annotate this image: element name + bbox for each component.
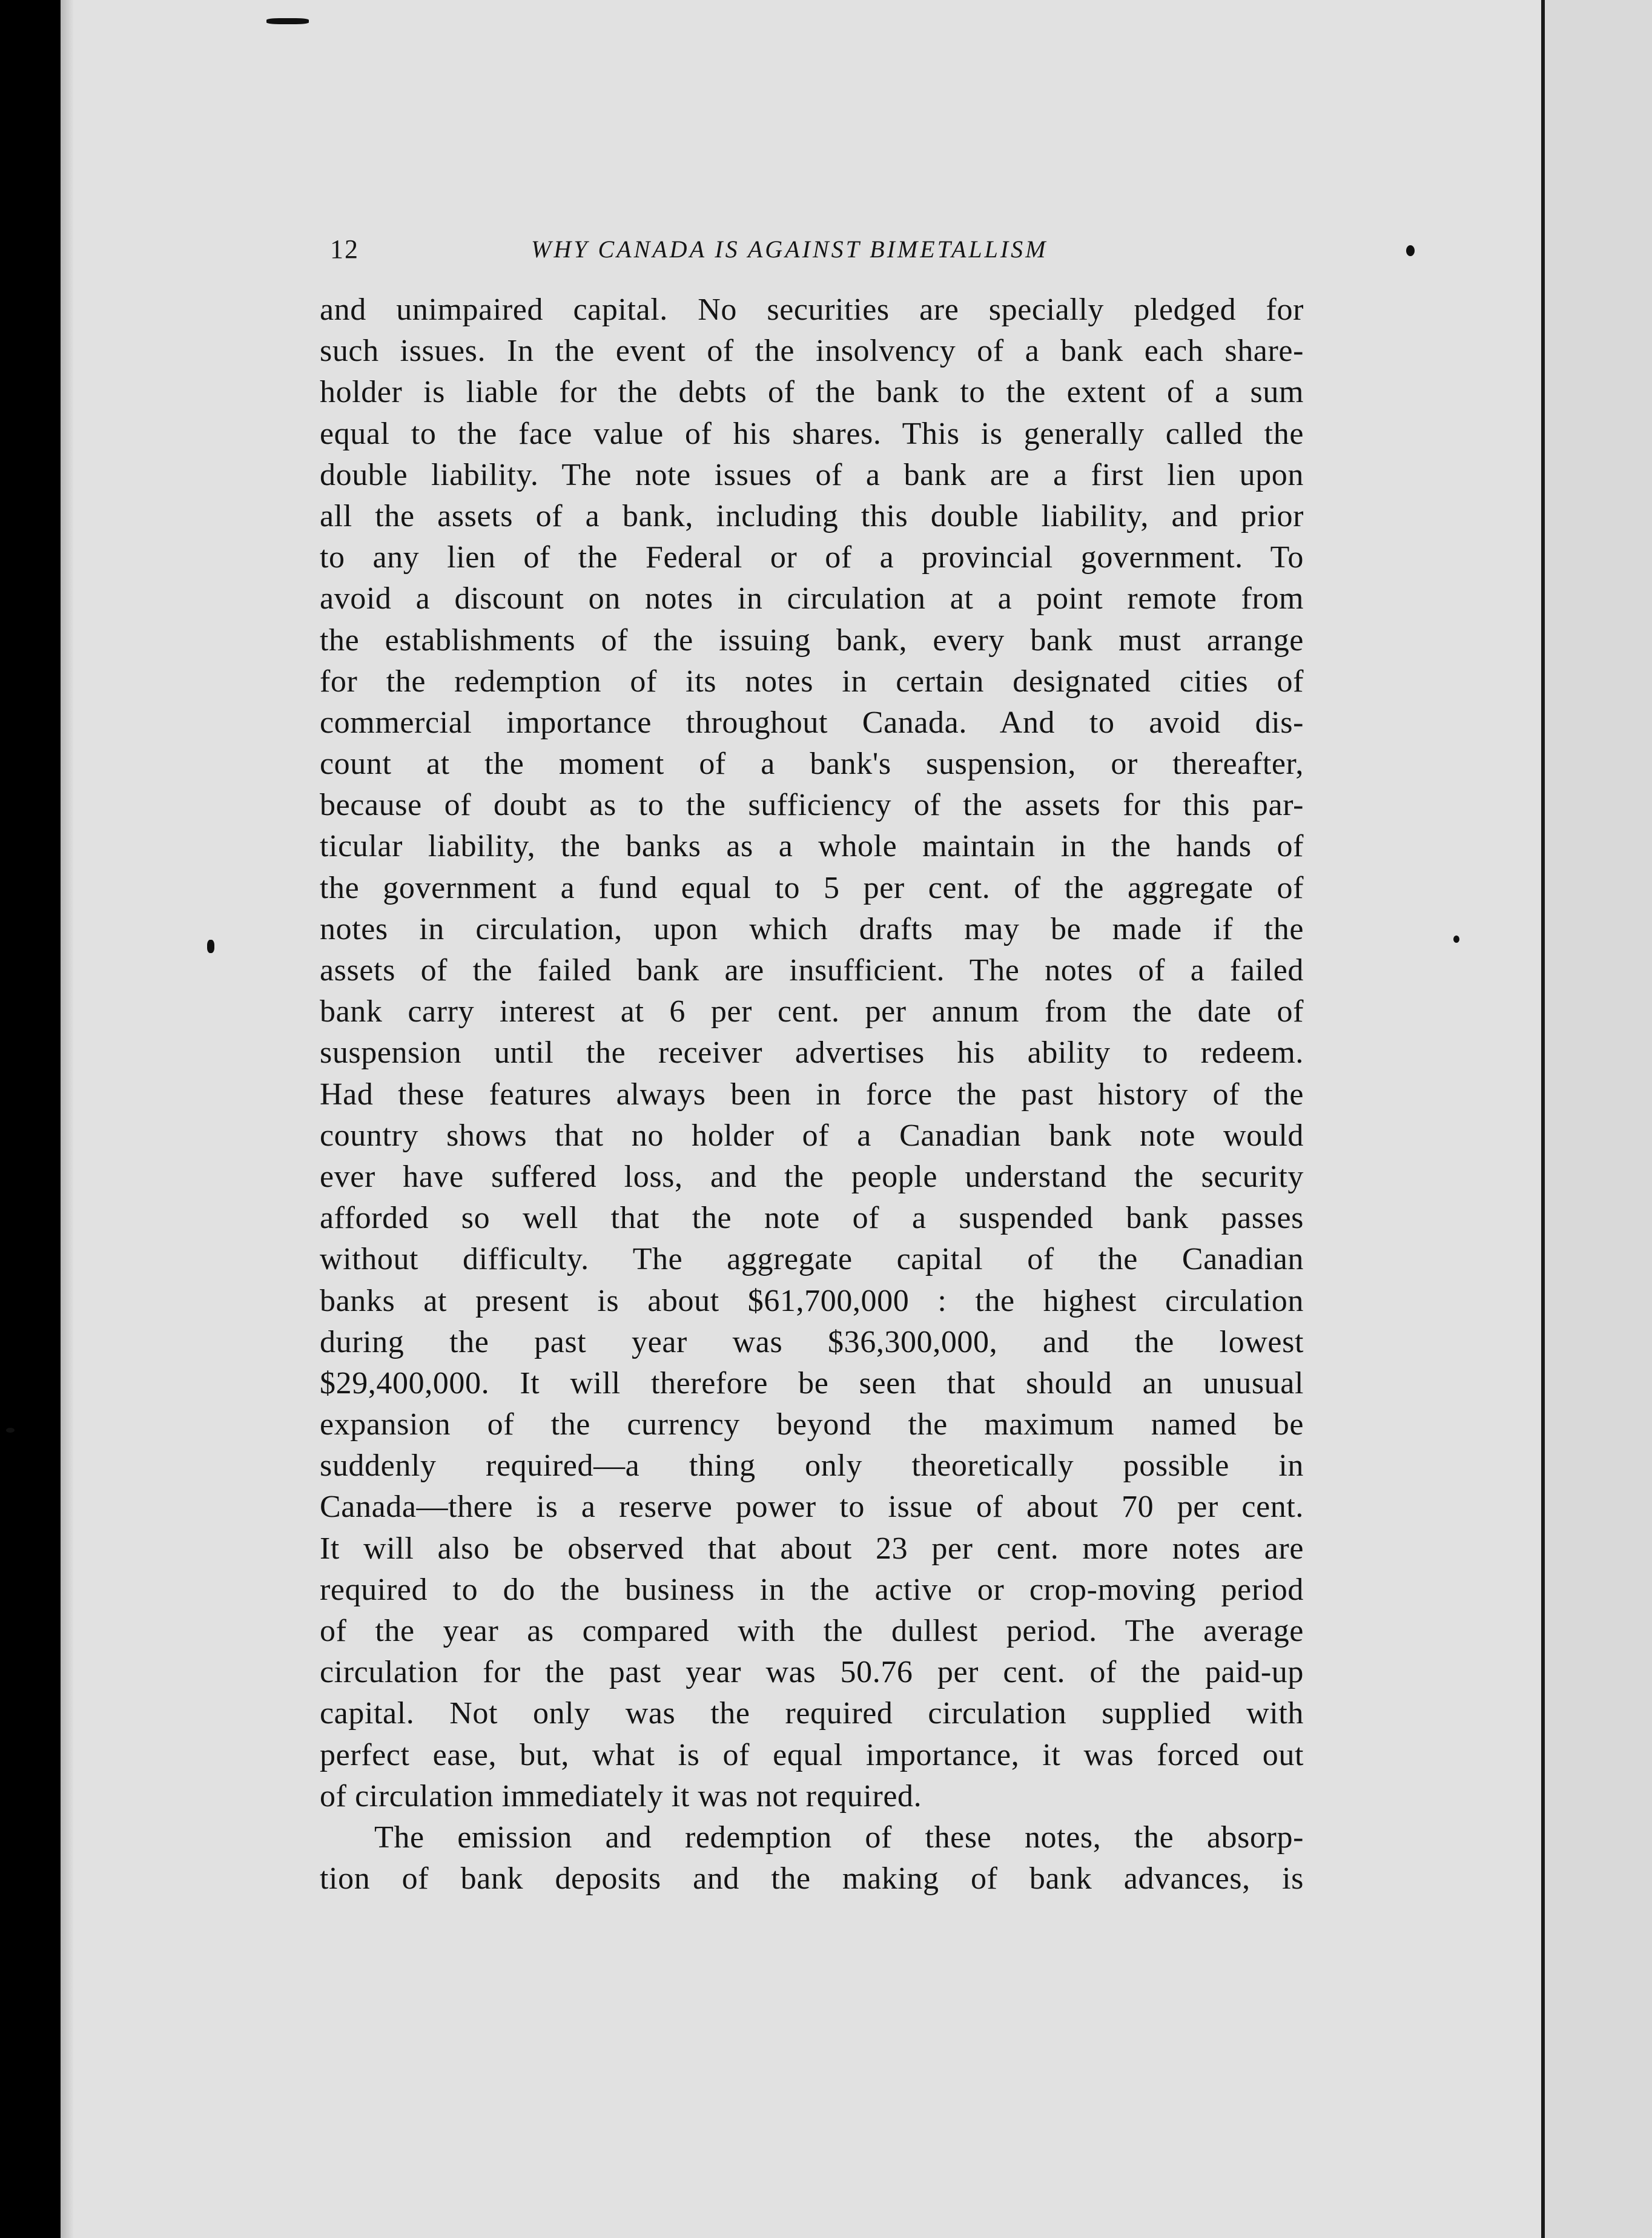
text-line: assets of the failed bank are insufficient. The notes of a failed <box>320 953 1304 988</box>
text-line: for the redemption of its notes in certain designated cities of <box>320 664 1304 699</box>
text-line: Had these features always been in force the past history of the <box>320 1077 1304 1112</box>
text-line: country shows that no holder of a Canadian bank note would <box>320 1118 1304 1153</box>
page-header <box>330 234 1311 270</box>
ink-speck <box>1406 245 1415 256</box>
text-line: ever have suffered loss, and the people understand the security <box>320 1159 1304 1194</box>
text-line: of circulation immediately it was not required. <box>320 1778 922 1814</box>
ink-speck <box>6 1428 15 1433</box>
text-line: required to do the business in the active or crop-moving period <box>320 1572 1304 1607</box>
text-line: without difficulty. The aggregate capital of the Canadian <box>320 1242 1304 1277</box>
ink-speck <box>1453 936 1459 943</box>
text-line: of the year as compared with the dullest period. The average <box>320 1614 1304 1648</box>
paragraph <box>320 289 1304 1817</box>
text-line: such issues. In the event of the insolvency of a bank each share- <box>320 334 1304 369</box>
text-line: during the past year was $36,300,000, and the lowest <box>320 1324 1304 1359</box>
text-line: suspension until the receiver advertises his ability to redeem. <box>320 1035 1304 1071</box>
text-line: bank carry interest at 6 per cent. per annum from the date of <box>320 994 1304 1029</box>
adjacent-page-strip <box>1545 0 1652 2238</box>
text-line: $29,400,000. It will therefore be seen that should an unusual <box>320 1365 1304 1401</box>
text-line: holder is liable for the debts of the bank to the extent of a sum <box>320 375 1304 410</box>
text-line: perfect ease, but, what is of equal importance, it was forced out <box>320 1737 1304 1772</box>
text-line: tion of bank deposits and the making of bank advances, is <box>320 1861 1304 1896</box>
running-head: WHY CANADA IS AGAINST BIMETALLISM <box>531 236 1048 263</box>
text-line: suddenly required—a thing only theoretically possible in <box>320 1448 1304 1484</box>
text-line: count at the moment of a bank's suspension, or thereafter, <box>320 747 1304 782</box>
text-line: and unimpaired capital. No securities are specially pledged for <box>320 292 1304 327</box>
text-line: It will also be observed that about 23 per cent. more notes are <box>320 1531 1304 1566</box>
ink-speck <box>207 940 214 953</box>
text-line: Canada—there is a reserve power to issue of about 70 per cent. <box>320 1490 1304 1525</box>
text-line: ticular liability, the banks as a whole maintain in the hands of <box>320 829 1304 864</box>
text-line: banks at present is about $61,700,000 : the highest circulation <box>320 1283 1304 1318</box>
paragraph <box>320 1817 1304 1900</box>
text-line: the establishments of the issuing bank, every bank must arrange <box>320 622 1304 658</box>
text-line: expansion of the currency beyond the maximum named be <box>320 1407 1304 1442</box>
text-line: capital. Not only was the required circulation supplied with <box>320 1696 1304 1731</box>
ink-speck <box>266 18 309 24</box>
gutter-shadow <box>61 0 74 2238</box>
text-line: circulation for the past year was 50.76 per cent. of the paid-up <box>320 1655 1304 1690</box>
text-line: to any lien of the Federal or of a provincial government. To <box>320 540 1304 575</box>
text-line: all the assets of a bank, including this double liability, and prior <box>320 498 1304 533</box>
text-line: commercial importance throughout Canada. And to avoid dis- <box>320 705 1304 740</box>
text-line: avoid a discount on notes in circulation at a point remote from <box>320 581 1304 616</box>
text-line: notes in circulation, upon which drafts may be made if the <box>320 911 1304 946</box>
text-line: the government a fund equal to 5 per cent. of the aggregate of <box>320 870 1304 905</box>
body-text <box>320 289 1304 1900</box>
text-line: because of doubt as to the sufficiency of the assets for this par- <box>320 788 1304 823</box>
text-line: equal to the face value of his shares. This is generally called the <box>320 416 1304 451</box>
text-line: The emission and redemption of these notes, the absorp- <box>374 1820 1304 1855</box>
text-line: double liability. The note issues of a bank are a first lien upon <box>320 457 1304 492</box>
page-number: 12 <box>330 234 359 264</box>
text-line: afforded so well that the note of a suspended bank passes <box>320 1201 1304 1236</box>
